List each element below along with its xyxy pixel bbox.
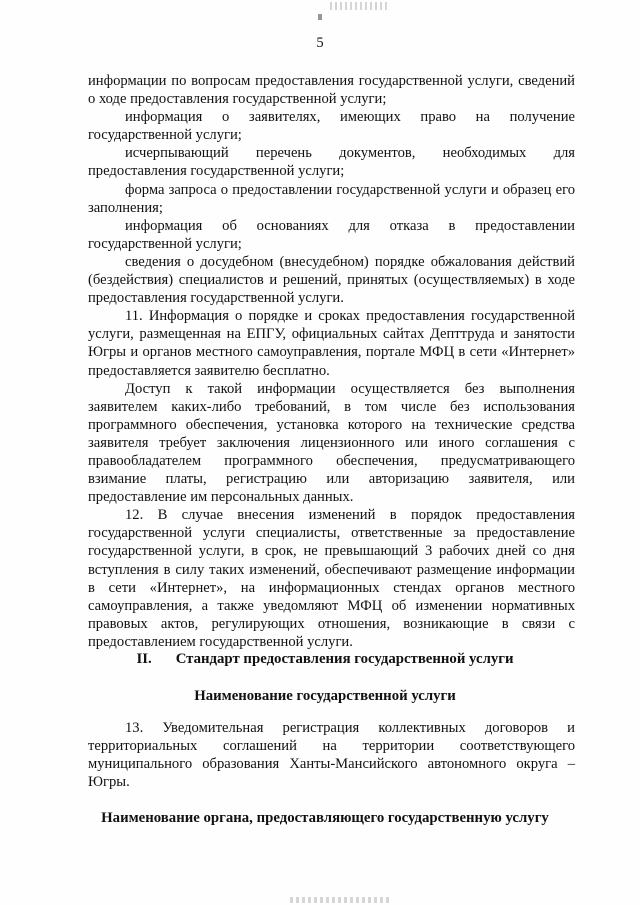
paragraph-13: 13. Уведомительная регистрация коллективных договоров и территориальных соглашений на территории соответствующего муниципального образования Ханты-Мансийского автономного округа – Югры. <box>88 720 575 791</box>
scan-artifact-tick <box>318 14 322 20</box>
paragraph-12: 12. В случае внесения изменений в порядок предоставления государственной услуги специалисты, ответственные за предоставление государственной услуги, в срок, не превышающий 3 рабочих дней со дня вступления в силу таких изменений, обеспечивают размещение информации в сети «Интернет», на информационных стендах органов местного самоуправления, а также уведомляют МФЦ об изменении нормативных правовых актов, регулирующих отношения, возникающие в связи с предоставлением государственной услуги. <box>88 507 575 650</box>
scan-artifact-bottom <box>290 897 390 903</box>
page-number: 5 <box>316 35 324 51</box>
body-text <box>88 72 575 651</box>
paragraph: информация об основаниях для отказа в предоставлении государственной услуги; <box>88 217 575 252</box>
paragraph: информации по вопросам предоставления государственной услуги, сведений о ходе предоставления государственной услуги; <box>88 73 575 108</box>
section-title: Стандарт предоставления государственной услуги <box>175 651 514 667</box>
subheading-service-name: Наименование государственной услуги <box>194 688 456 704</box>
section-heading <box>60 651 590 668</box>
paragraph: исчерпывающий перечень документов, необходимых для предоставления государственной услуги; <box>88 145 575 180</box>
section-number: II. <box>136 651 152 667</box>
paragraph: Доступ к такой информации осуществляется без выполнения заявителем каких-либо требований, в том числе без использования программного обеспечения, установка которого на технические средства заявителя требует заключения лицензионного или иного соглашения с правообладателем программного обеспечения, предусматривающего взимание платы, регистрацию или авторизацию заявителя, или предоставление им персональных данных. <box>88 380 575 506</box>
scan-artifact-top <box>330 2 390 10</box>
subheading-authority-name: Наименование органа, предоставляющего государственную услугу <box>101 810 549 826</box>
paragraph-13-block <box>88 719 575 791</box>
paragraph: информация о заявителях, имеющих право на получение государственной услуги; <box>88 109 575 144</box>
paragraph-11: 11. Информация о порядке и сроках предоставления государственной услуги, размещенная на ЕПГУ, официальных сайтах Депттруда и занятости Югры и органов местного самоуправления, портале МФЦ в сети «Интернет» предоставляется заявителю бесплатно. <box>88 308 575 379</box>
paragraph: сведения о досудебном (внесудебном) порядке обжалования действий (бездействия) специалистов и решений, принятых (осуществляемых) в ходе предоставления государственной услуги. <box>88 253 575 307</box>
paragraph: форма запроса о предоставлении государственной услуги и образец его заполнения; <box>88 181 575 216</box>
